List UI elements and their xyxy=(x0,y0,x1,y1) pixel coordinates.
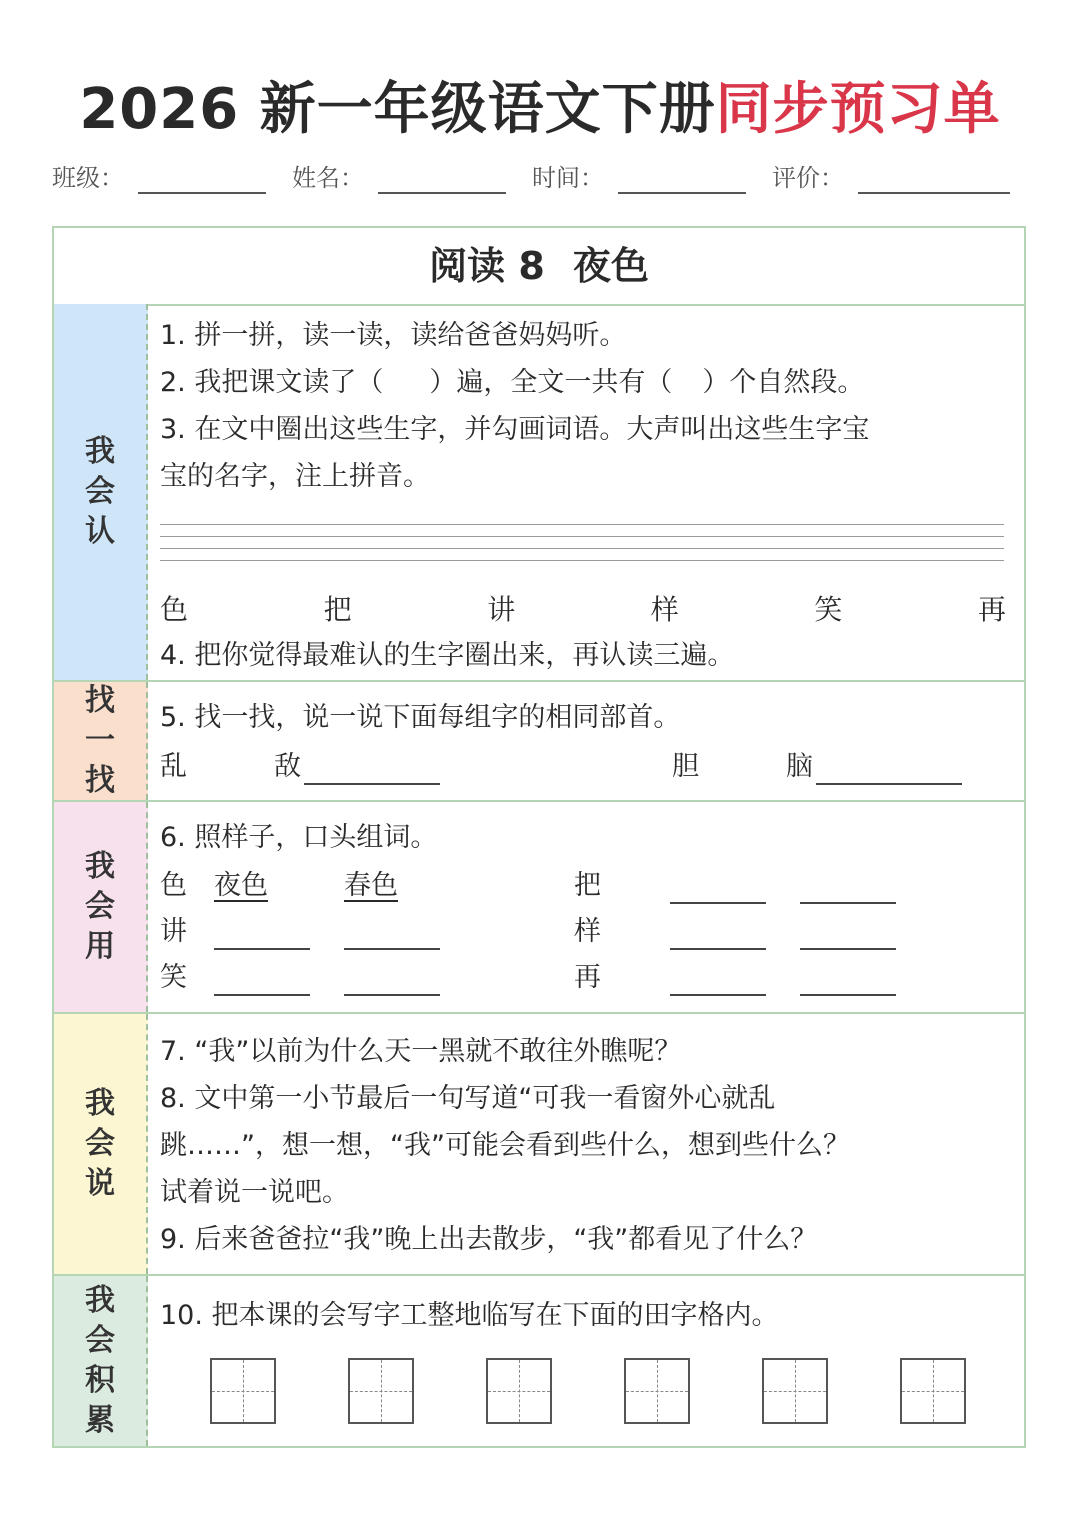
section-label-speak xyxy=(54,1014,148,1274)
section-recognize xyxy=(54,304,1024,682)
radical-answer-1[interactable] xyxy=(304,743,440,785)
word-char: 色 xyxy=(160,870,187,901)
question-5: 5. 找一找，说一说下面每组字的相同部首。 xyxy=(160,702,681,733)
title-main: 2026 新一年级语文下册 xyxy=(79,77,716,142)
question-8-line1: 8. 文中第一小节最后一句写道“可我一看窗外心就乱 xyxy=(160,1083,776,1114)
word-blank[interactable] xyxy=(670,954,766,996)
word-char: 笑 xyxy=(160,962,187,993)
lesson-label: 阅读 8 xyxy=(429,244,545,288)
new-character: 把 xyxy=(323,593,352,626)
class-input-line[interactable] xyxy=(138,192,266,194)
section-content xyxy=(160,802,1014,1012)
side-char: 说 xyxy=(85,1166,115,1201)
section-use xyxy=(54,802,1024,1014)
side-char: 会 xyxy=(85,1323,115,1358)
word-char: 样 xyxy=(574,916,601,947)
new-character: 色 xyxy=(160,593,189,626)
word-blank[interactable] xyxy=(344,908,440,950)
time-label: 时间： xyxy=(532,164,604,192)
question-3-line1: 3. 在文中圈出这些生字，并勾画词语。大声叫出这些生字宝 xyxy=(160,414,870,445)
section-speak xyxy=(54,1014,1024,1276)
side-char: 我 xyxy=(85,1283,115,1318)
pinyin-line[interactable] xyxy=(160,524,1004,525)
title-accent: 同步预习单 xyxy=(715,77,1001,142)
side-char: 我 xyxy=(85,1086,115,1121)
radical-answer-2[interactable] xyxy=(816,743,962,785)
side-char: 积 xyxy=(85,1363,115,1398)
question-6: 6. 照样子，口头组词。 xyxy=(160,822,438,853)
name-field xyxy=(292,158,364,198)
word-blank[interactable] xyxy=(670,862,766,904)
question-1: 1. 拼一拼，读一读，读给爸爸妈妈听。 xyxy=(160,320,627,351)
new-characters xyxy=(160,586,1006,633)
pinyin-line[interactable] xyxy=(160,536,1004,537)
example-word: 夜色 xyxy=(214,870,268,901)
pair2-char: 胆 xyxy=(672,751,699,782)
side-char: 找 xyxy=(85,683,115,718)
section-find xyxy=(54,682,1024,802)
question-9: 9. 后来爸爸拉“我”晚上出去散步，“我”都看见了什么？ xyxy=(160,1224,818,1255)
side-char: 我 xyxy=(85,849,115,884)
side-char: 用 xyxy=(85,929,115,964)
question-2-part: ）个自然段。 xyxy=(702,367,865,398)
question-7: 7. “我”以前为什么天一黑就不敢往外瞧呢？ xyxy=(160,1036,682,1067)
new-character: 讲 xyxy=(487,593,516,626)
word-blank[interactable] xyxy=(344,954,440,996)
side-char: 会 xyxy=(85,889,115,924)
word-blank[interactable] xyxy=(214,908,310,950)
tianzi-grid-cell[interactable] xyxy=(900,1358,966,1424)
word-blank[interactable] xyxy=(800,954,896,996)
question-8-line2: 跳……”，想一想，“我”可能会看到些什么，想到些什么？ xyxy=(160,1130,850,1161)
new-character: 笑 xyxy=(814,593,843,626)
word-blank[interactable] xyxy=(800,908,896,950)
page-title xyxy=(0,70,1080,150)
grade-input-line[interactable] xyxy=(858,192,1010,194)
pinyin-line[interactable] xyxy=(160,548,1004,549)
question-2-part: ）遍，全文一共有（ xyxy=(429,367,673,398)
name-input-line[interactable] xyxy=(378,192,506,194)
new-character: 样 xyxy=(650,593,679,626)
section-label-accumulate xyxy=(54,1276,148,1446)
tianzi-grid-cell[interactable] xyxy=(486,1358,552,1424)
section-content xyxy=(160,304,1014,680)
tianzi-grid-cell[interactable] xyxy=(210,1358,276,1424)
pair2-char: 脑 xyxy=(786,751,813,782)
question-10: 10. 把本课的会写字工整地临写在下面的田字格内。 xyxy=(160,1300,779,1331)
tianzi-grid-cell[interactable] xyxy=(762,1358,828,1424)
pair1-char: 敌 xyxy=(274,751,301,782)
time-input-line[interactable] xyxy=(618,192,746,194)
side-char: 一 xyxy=(85,723,115,758)
question-2-part: 2. 我把课文读了（ xyxy=(160,367,384,398)
grade-label: 评价： xyxy=(772,164,844,192)
section-content xyxy=(160,682,1014,800)
time-field xyxy=(532,158,604,198)
question-4: 4. 把你觉得最难认的生字圈出来，再认读三遍。 xyxy=(160,640,735,671)
word-char: 把 xyxy=(574,870,601,901)
side-char: 累 xyxy=(85,1403,115,1438)
grade-field xyxy=(772,158,844,198)
word-blank[interactable] xyxy=(214,954,310,996)
pair1-char: 乱 xyxy=(160,751,187,782)
tianzi-grid-cell[interactable] xyxy=(348,1358,414,1424)
word-char: 再 xyxy=(574,962,601,993)
name-label: 姓名： xyxy=(292,164,364,192)
section-label-use xyxy=(54,802,148,1012)
word-blank[interactable] xyxy=(670,908,766,950)
question-3-line2: 宝的名字，注上拼音。 xyxy=(160,461,430,492)
side-char: 找 xyxy=(85,763,115,798)
side-char: 会 xyxy=(85,1126,115,1161)
section-label-find xyxy=(54,682,148,800)
pinyin-line[interactable] xyxy=(160,560,1004,561)
worksheet xyxy=(52,226,1026,1448)
lesson-name: 夜色 xyxy=(572,244,649,288)
word-blank[interactable] xyxy=(800,862,896,904)
class-label: 班级： xyxy=(52,164,124,192)
new-character: 再 xyxy=(977,593,1006,626)
side-char: 会 xyxy=(85,474,115,509)
example-word: 春色 xyxy=(344,870,398,901)
word-char: 讲 xyxy=(160,916,187,947)
question-8-line3: 试着说一说吧。 xyxy=(160,1177,349,1208)
section-label-recognize xyxy=(54,304,148,680)
section-accumulate xyxy=(54,1276,1024,1446)
question-2 xyxy=(160,359,864,406)
class-field xyxy=(52,158,124,198)
section-content xyxy=(160,1276,1014,1446)
lesson-title xyxy=(54,228,1024,306)
tianzi-grid-cell[interactable] xyxy=(624,1358,690,1424)
section-content xyxy=(160,1014,1014,1274)
side-char: 认 xyxy=(85,514,115,549)
side-char: 我 xyxy=(85,434,115,469)
